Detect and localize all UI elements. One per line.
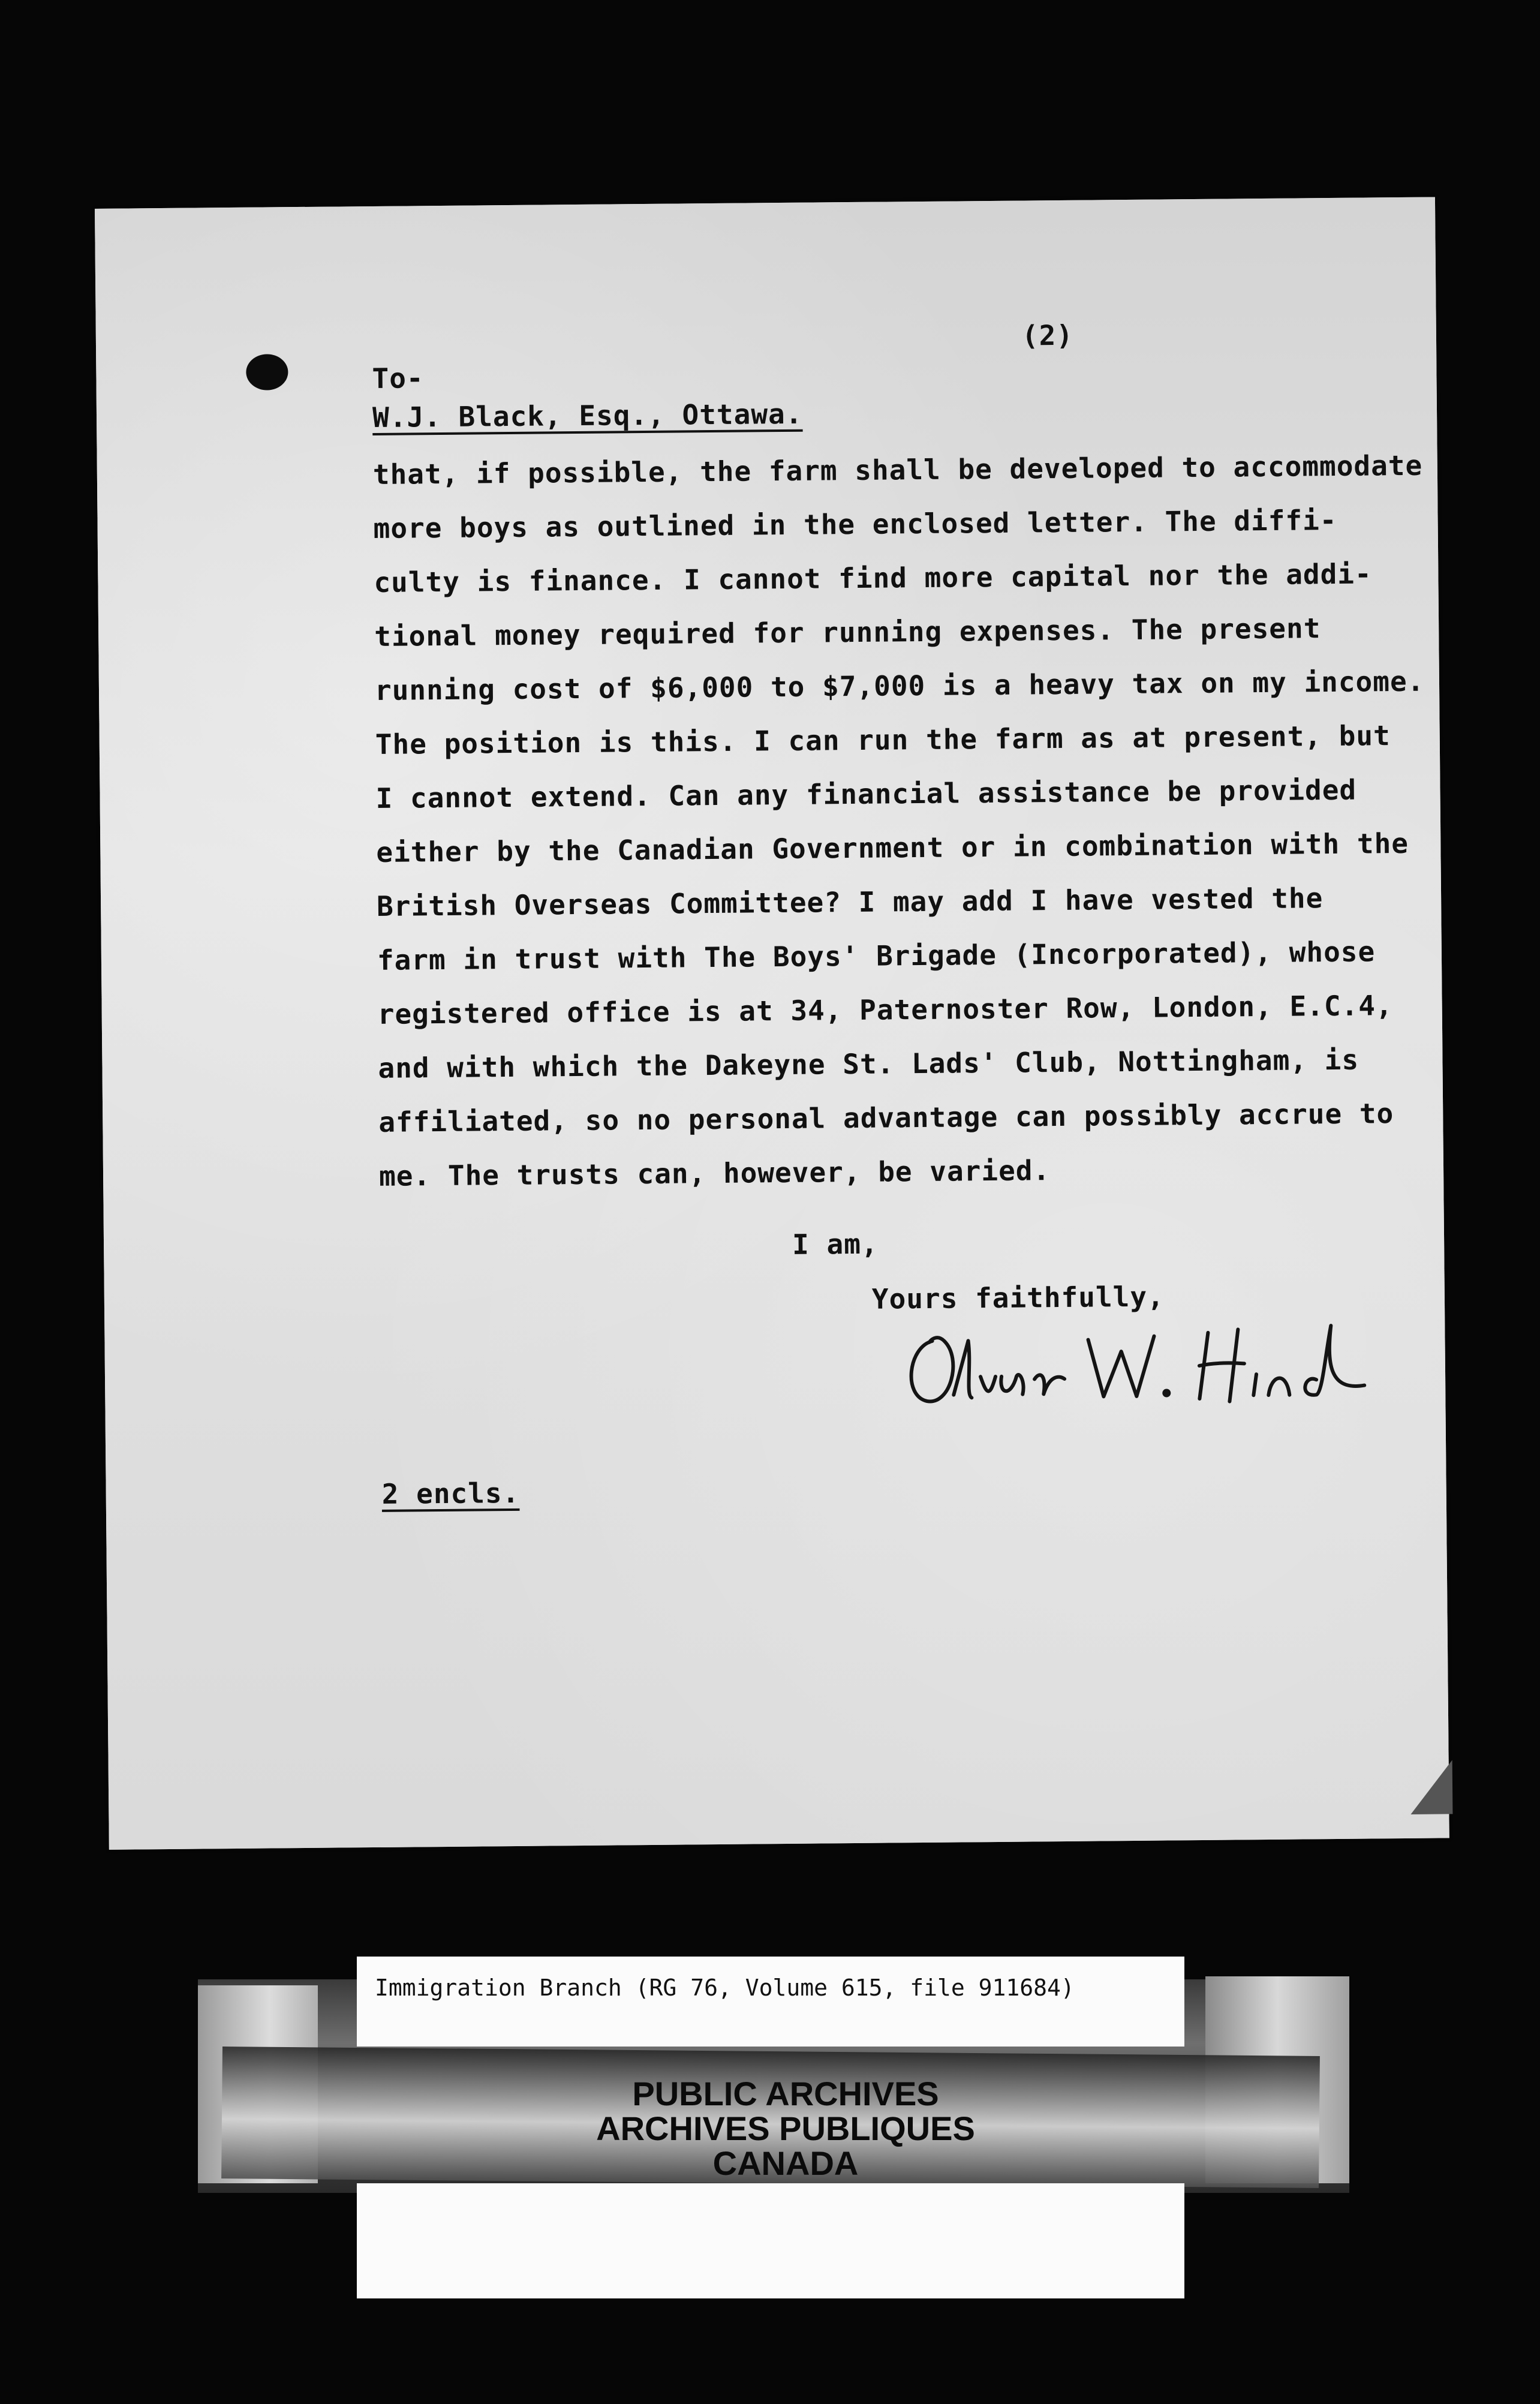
body-line: British Overseas Committee? I may add I have vested the: [376, 882, 1324, 922]
handwritten-signature: [896, 1301, 1389, 1425]
body-line: The position is this. I can run the farm as at present, but: [375, 719, 1391, 761]
body-line: affiliated, so no personal advantage can possibly accrue to: [378, 1097, 1394, 1138]
stamp-line: ARCHIVES PUBLIQUES: [596, 2109, 975, 2147]
citation-text: Immigration Branch (RG 76, Volume 615, file 911684): [375, 1975, 1075, 2001]
ink-blot: [246, 354, 288, 390]
valediction: Yours faithfully,: [871, 1280, 1165, 1315]
body-line: farm in trust with The Boys' Brigade (Incorporated), whose: [377, 935, 1376, 976]
archives-stamp: [516, 2077, 1055, 2181]
stamp-line: CANADA: [712, 2144, 859, 2182]
body-line: either by the Canadian Government or in combination with the: [376, 827, 1409, 869]
body-line: registered office is at 34, Paternoster Row, London, E.C.4,: [377, 989, 1393, 1030]
blank-label: [357, 2183, 1184, 2298]
stamp-line: PUBLIC ARCHIVES: [632, 2075, 939, 2112]
enclosures-note: 2 encls.: [381, 1476, 520, 1510]
body-line: that, if possible, the farm shall be developed to accommodate: [372, 449, 1423, 491]
page-corner-fold: [1410, 1760, 1453, 1814]
body-line: and with which the Dakeyne St. Lads' Club, Nottingham, is: [378, 1043, 1359, 1084]
body-line: more boys as outlined in the enclosed letter. The diffi-: [373, 503, 1337, 545]
body-line: culty is finance. I cannot find more capital nor the addi-: [374, 557, 1372, 599]
recipient-address: W.J. Black, Esq., Ottawa.: [372, 397, 803, 434]
page-number: (2): [1021, 318, 1074, 352]
to-label: To-: [372, 362, 424, 395]
closing: I am,: [792, 1227, 879, 1261]
citation-label: [357, 1957, 1184, 2047]
body-line: tional money required for running expenses. The present: [374, 612, 1321, 653]
letter-page: [95, 197, 1449, 1849]
body-line: me. The trusts can, however, be varied.: [378, 1154, 1051, 1192]
body-line: running cost of $6,000 to $7,000 is a heavy tax on my income.: [374, 665, 1425, 707]
body-line: I cannot extend. Can any financial assistance be provided: [375, 773, 1357, 815]
